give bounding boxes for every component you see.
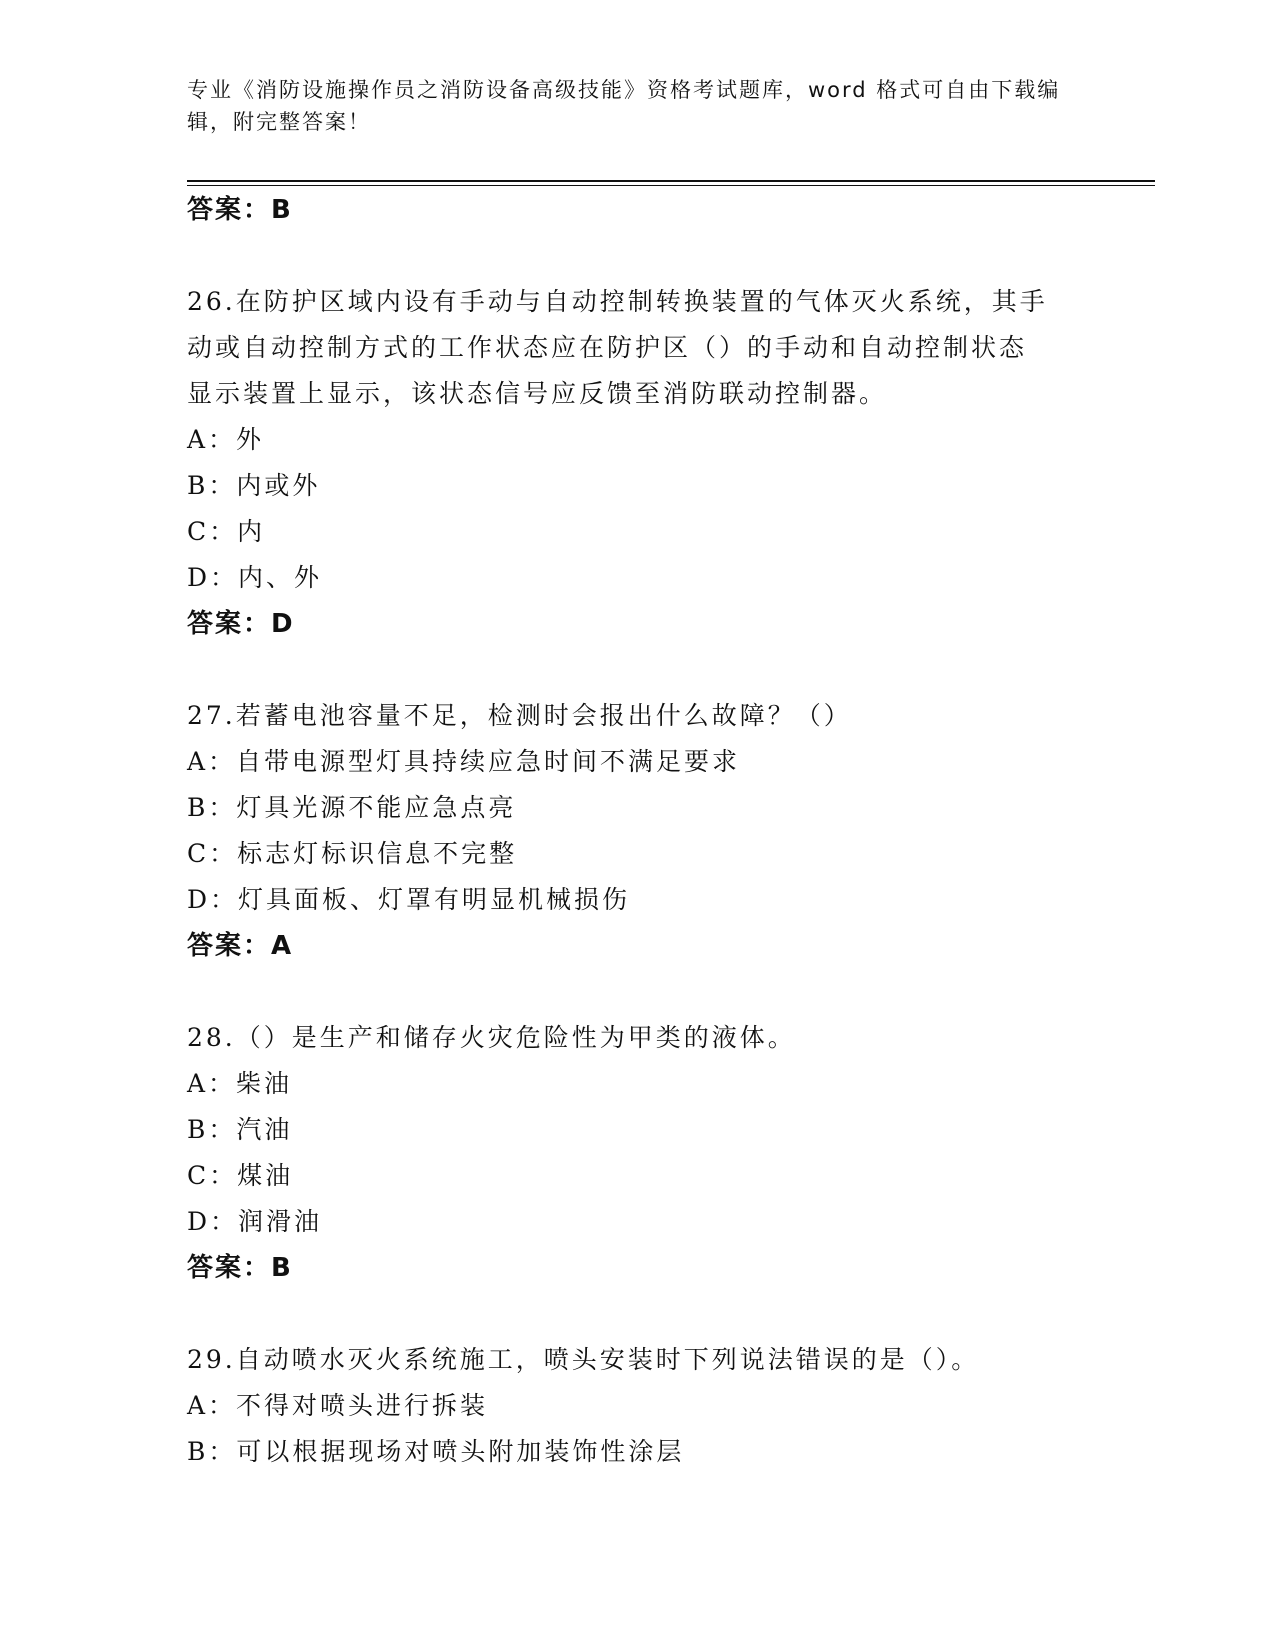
question-list: [187, 187, 1087, 1475]
answer-line: 答案：A: [187, 931, 294, 961]
question-line: A：自带电源型灯具持续应急时间不满足要求: [187, 747, 741, 776]
question-line: A：外: [187, 425, 265, 454]
paragraph-gap: [187, 1291, 1087, 1337]
header-rule-thick: [187, 180, 1155, 182]
answer-line: 答案：D: [187, 609, 295, 639]
question-line: 27.若蓄电池容量不足，检测时会报出什么故障？（）: [187, 701, 852, 730]
document-header: 专业《消防设施操作员之消防设备高级技能》资格考试题库，word 格式可自由下载编辑，附完整答案！: [187, 78, 1061, 134]
question-line: A：不得对喷头进行拆装: [187, 1391, 489, 1420]
question-line: C：煤油: [187, 1161, 294, 1190]
question-line: 26.在防护区域内设有手动与自动控制转换装置的气体灭火系统，其手: [187, 287, 1048, 316]
question-line: D：润滑油: [187, 1207, 323, 1236]
question-line: 显示装置上显示，该状态信号应反馈至消防联动控制器。: [187, 379, 888, 408]
answer-line: 答案：B: [187, 195, 293, 225]
question-line: D：灯具面板、灯罩有明显机械损伤: [187, 885, 631, 914]
paragraph-gap: [187, 969, 1087, 1015]
question-line: B：灯具光源不能应急点亮: [187, 793, 517, 822]
question-line: D：内、外: [187, 563, 323, 592]
question-line: 29.自动喷水灭火系统施工，喷头安装时下列说法错误的是（）。: [187, 1345, 980, 1374]
header-rule-thin: [187, 185, 1155, 186]
question-line: 28.（）是生产和储存火灾危险性为甲类的液体。: [187, 1023, 796, 1052]
question-line: B：汽油: [187, 1115, 293, 1144]
question-line: B：可以根据现场对喷头附加装饰性涂层: [187, 1437, 685, 1466]
question-line: C：标志灯标识信息不完整: [187, 839, 518, 868]
question-line: 动或自动控制方式的工作状态应在防护区（）的手动和自动控制状态: [187, 333, 1028, 362]
question-line: C：内: [187, 517, 266, 546]
paragraph-gap: [187, 647, 1087, 693]
question-line: B：内或外: [187, 471, 321, 500]
paragraph-gap: [187, 233, 1087, 279]
question-line: A：柴油: [187, 1069, 293, 1098]
answer-line: 答案：B: [187, 1253, 293, 1283]
